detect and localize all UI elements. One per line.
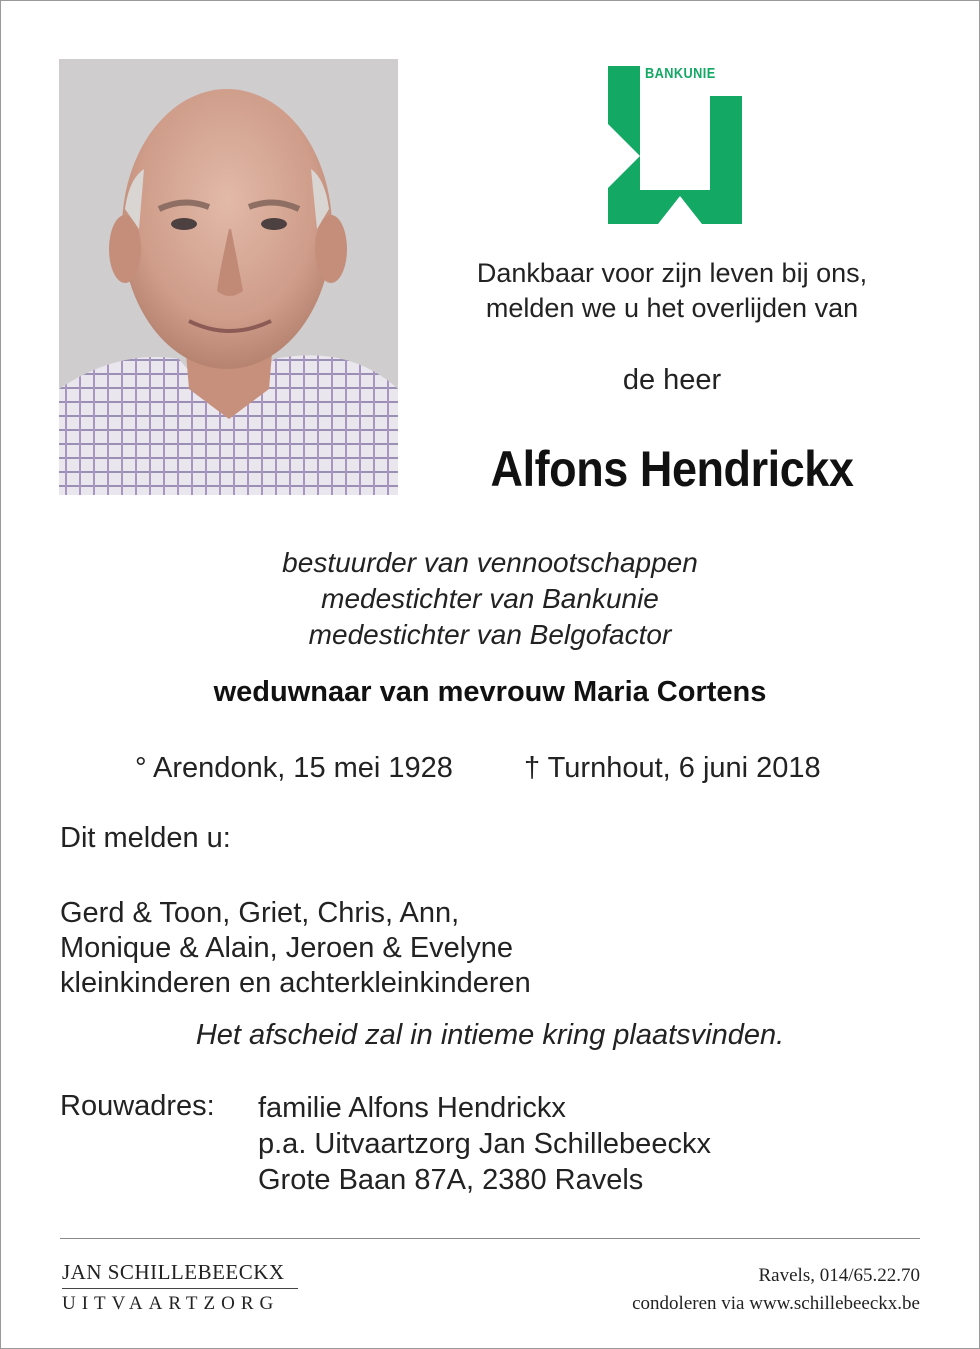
brand-name: JAN SCHILLEBEECKX (62, 1260, 285, 1284)
family-line: kleinkinderen en achterkleinkinderen (60, 967, 531, 999)
farewell-note: Het afscheid zal in intieme kring plaatsvinden. (195, 1019, 785, 1051)
intro-line-1: Dankbaar voor zijn leven bij ons, (476, 258, 868, 288)
footer-divider (60, 1238, 920, 1239)
family-list (60, 896, 531, 1001)
deceased-name: Alfons Hendrickx (490, 441, 854, 497)
brand-underline (62, 1288, 298, 1289)
birth-date: ° Arendonk, 15 mei 1928 (135, 752, 453, 784)
address-line: familie Alfons Hendrickx (258, 1092, 566, 1124)
announce-heading: Dit melden u: (60, 822, 231, 854)
contact-info (632, 1262, 920, 1318)
website-line: condoleren via www.schillebeeckx.be (632, 1293, 920, 1314)
role-item: medestichter van Belgofactor (308, 619, 672, 650)
role-item: medestichter van Bankunie (321, 583, 659, 614)
address-line: p.a. Uitvaartzorg Jan Schillebeeckx (258, 1128, 711, 1160)
roles-list (0, 545, 980, 653)
funeral-home-brand (62, 1260, 298, 1315)
address-line: Grote Baan 87A, 2380 Ravels (258, 1164, 644, 1196)
intro-text (420, 256, 924, 326)
bankunie-logo-text: BANKUNIE (645, 65, 716, 82)
portrait-photo (59, 59, 398, 495)
brand-subtitle: UITVAARTZORG (62, 1293, 280, 1314)
intro-line-2: melden we u het overlijden van (485, 293, 859, 323)
death-date: † Turnhout, 6 juni 2018 (524, 752, 821, 784)
honorific: de heer (622, 364, 722, 396)
phone-line: Ravels, 014/65.22.70 (758, 1265, 920, 1286)
mourning-address (258, 1090, 711, 1198)
bankunie-logo (608, 66, 742, 224)
spouse-line: weduwnaar van mevrouw Maria Cortens (213, 676, 767, 708)
role-item: bestuurder van vennootschappen (282, 547, 698, 578)
address-label: Rouwadres: (60, 1090, 215, 1122)
family-line: Gerd & Toon, Griet, Chris, Ann, (60, 897, 460, 929)
family-line: Monique & Alain, Jeroen & Evelyne (60, 932, 513, 964)
